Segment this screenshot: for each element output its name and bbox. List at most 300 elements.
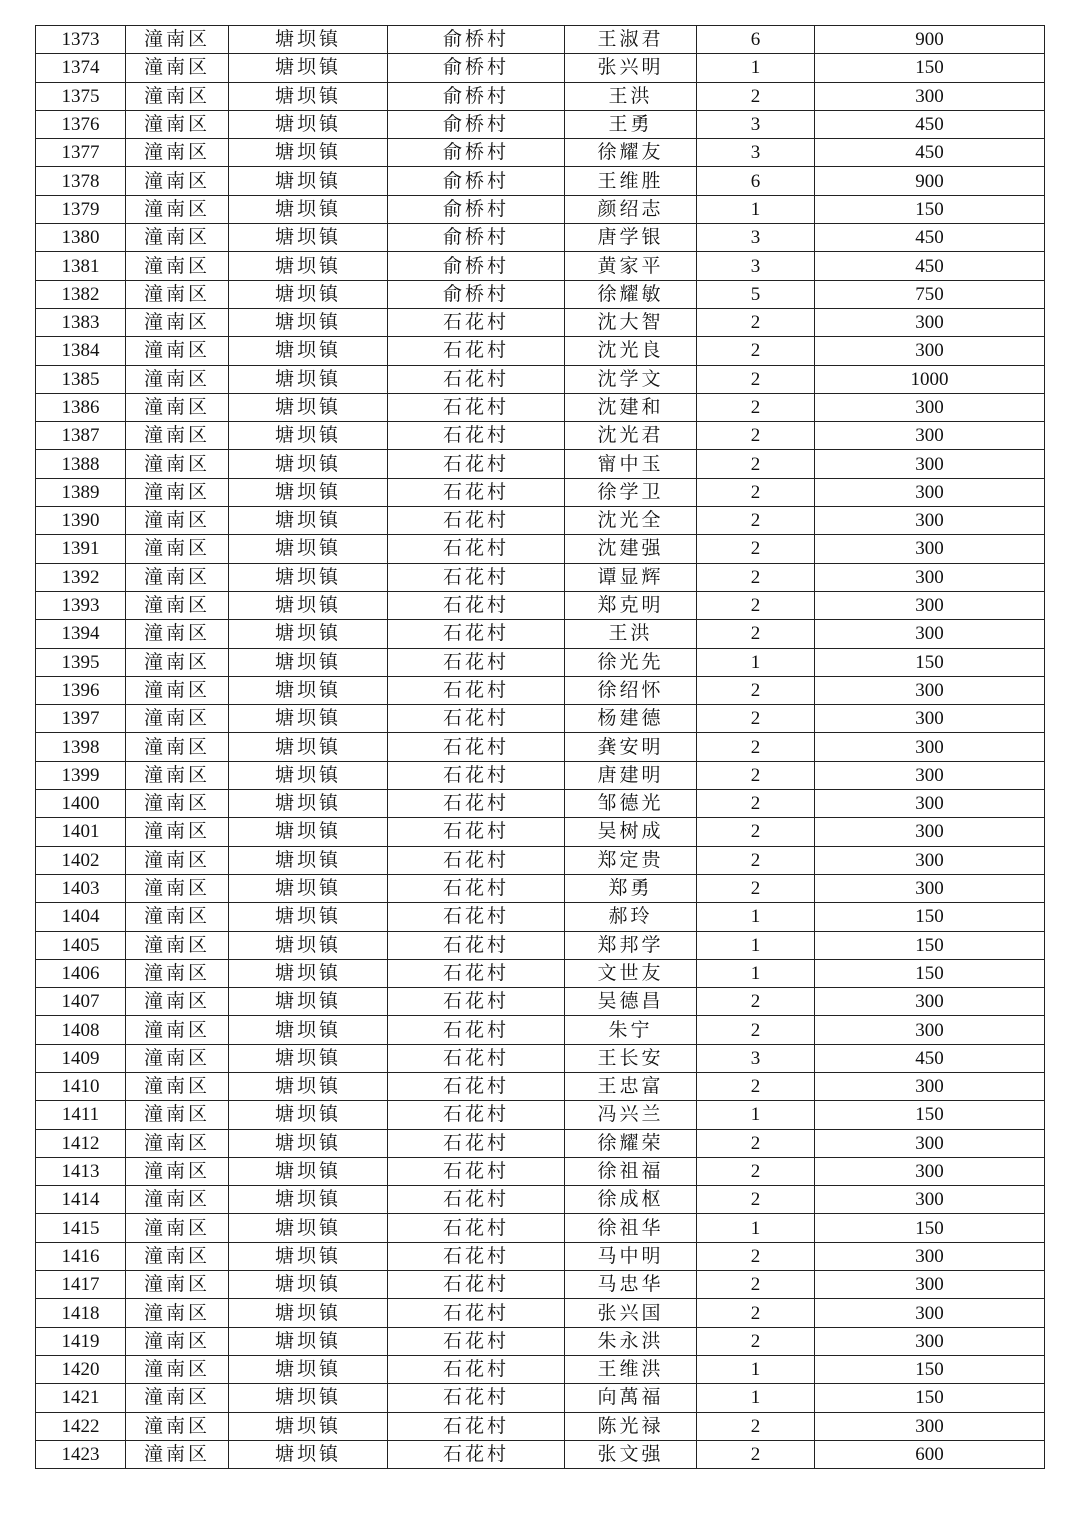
cell-district: 潼南区 — [126, 676, 229, 704]
cell-amount: 300 — [815, 676, 1045, 704]
cell-amount: 300 — [815, 1299, 1045, 1327]
cell-name: 文世友 — [565, 959, 697, 987]
cell-district: 潼南区 — [126, 393, 229, 421]
cell-count: 3 — [697, 1044, 815, 1072]
cell-district: 潼南区 — [126, 478, 229, 506]
cell-name: 马忠华 — [565, 1271, 697, 1299]
cell-index: 1393 — [36, 591, 126, 619]
table-row — [36, 1129, 1045, 1157]
cell-town: 塘坝镇 — [229, 676, 388, 704]
cell-index: 1385 — [36, 365, 126, 393]
table-row — [36, 337, 1045, 365]
cell-count: 2 — [697, 988, 815, 1016]
cell-district: 潼南区 — [126, 761, 229, 789]
table-row — [36, 54, 1045, 82]
cell-amount: 300 — [815, 450, 1045, 478]
cell-count: 2 — [697, 1242, 815, 1270]
cell-index: 1373 — [36, 26, 126, 54]
cell-index: 1413 — [36, 1157, 126, 1185]
cell-town: 塘坝镇 — [229, 224, 388, 252]
cell-index: 1387 — [36, 422, 126, 450]
cell-village: 俞桥村 — [388, 110, 565, 138]
table-row — [36, 620, 1045, 648]
cell-count: 1 — [697, 903, 815, 931]
cell-district: 潼南区 — [126, 1072, 229, 1100]
cell-index: 1375 — [36, 82, 126, 110]
cell-amount: 300 — [815, 874, 1045, 902]
cell-count: 6 — [697, 26, 815, 54]
cell-count: 2 — [697, 478, 815, 506]
table-row — [36, 1186, 1045, 1214]
cell-amount: 150 — [815, 903, 1045, 931]
cell-index: 1412 — [36, 1129, 126, 1157]
data-table — [35, 25, 1045, 1469]
cell-town: 塘坝镇 — [229, 1384, 388, 1412]
cell-amount: 150 — [815, 1355, 1045, 1383]
cell-district: 潼南区 — [126, 252, 229, 280]
cell-village: 石花村 — [388, 959, 565, 987]
cell-count: 2 — [697, 591, 815, 619]
cell-name: 沈学文 — [565, 365, 697, 393]
cell-index: 1391 — [36, 535, 126, 563]
cell-index: 1422 — [36, 1412, 126, 1440]
cell-town: 塘坝镇 — [229, 507, 388, 535]
cell-index: 1418 — [36, 1299, 126, 1327]
cell-count: 2 — [697, 1412, 815, 1440]
cell-town: 塘坝镇 — [229, 1072, 388, 1100]
table-row — [36, 365, 1045, 393]
cell-town: 塘坝镇 — [229, 195, 388, 223]
cell-village: 俞桥村 — [388, 224, 565, 252]
cell-index: 1383 — [36, 308, 126, 336]
cell-count: 2 — [697, 365, 815, 393]
cell-district: 潼南区 — [126, 1271, 229, 1299]
cell-amount: 450 — [815, 110, 1045, 138]
cell-district: 潼南区 — [126, 308, 229, 336]
cell-name: 王洪 — [565, 82, 697, 110]
cell-amount: 300 — [815, 563, 1045, 591]
cell-index: 1416 — [36, 1242, 126, 1270]
cell-district: 潼南区 — [126, 1129, 229, 1157]
cell-town: 塘坝镇 — [229, 1271, 388, 1299]
cell-district: 潼南区 — [126, 1214, 229, 1242]
table-row — [36, 1157, 1045, 1185]
cell-amount: 300 — [815, 733, 1045, 761]
cell-count: 3 — [697, 110, 815, 138]
cell-town: 塘坝镇 — [229, 1327, 388, 1355]
cell-count: 2 — [697, 563, 815, 591]
cell-village: 石花村 — [388, 676, 565, 704]
cell-district: 潼南区 — [126, 1384, 229, 1412]
cell-name: 张兴明 — [565, 54, 697, 82]
cell-count: 1 — [697, 54, 815, 82]
cell-amount: 1000 — [815, 365, 1045, 393]
cell-name: 颜绍志 — [565, 195, 697, 223]
cell-district: 潼南区 — [126, 1044, 229, 1072]
cell-name: 王维胜 — [565, 167, 697, 195]
cell-name: 张文强 — [565, 1440, 697, 1468]
cell-district: 潼南区 — [126, 1157, 229, 1185]
cell-count: 2 — [697, 1186, 815, 1214]
table-row — [36, 761, 1045, 789]
cell-count: 1 — [697, 1214, 815, 1242]
cell-name: 徐耀荣 — [565, 1129, 697, 1157]
cell-village: 石花村 — [388, 790, 565, 818]
cell-index: 1404 — [36, 903, 126, 931]
cell-town: 塘坝镇 — [229, 82, 388, 110]
cell-village: 石花村 — [388, 591, 565, 619]
cell-count: 2 — [697, 1072, 815, 1100]
cell-index: 1376 — [36, 110, 126, 138]
cell-count: 1 — [697, 195, 815, 223]
cell-district: 潼南区 — [126, 110, 229, 138]
cell-town: 塘坝镇 — [229, 450, 388, 478]
cell-village: 石花村 — [388, 874, 565, 902]
table-row — [36, 82, 1045, 110]
table-row — [36, 563, 1045, 591]
cell-town: 塘坝镇 — [229, 280, 388, 308]
table-row — [36, 931, 1045, 959]
table-row — [36, 224, 1045, 252]
cell-index: 1379 — [36, 195, 126, 223]
cell-index: 1397 — [36, 705, 126, 733]
cell-amount: 150 — [815, 195, 1045, 223]
cell-district: 潼南区 — [126, 507, 229, 535]
cell-village: 石花村 — [388, 1186, 565, 1214]
cell-index: 1401 — [36, 818, 126, 846]
cell-name: 唐建明 — [565, 761, 697, 789]
cell-town: 塘坝镇 — [229, 903, 388, 931]
cell-town: 塘坝镇 — [229, 790, 388, 818]
cell-index: 1374 — [36, 54, 126, 82]
cell-district: 潼南区 — [126, 422, 229, 450]
cell-village: 俞桥村 — [388, 167, 565, 195]
cell-count: 2 — [697, 818, 815, 846]
cell-town: 塘坝镇 — [229, 393, 388, 421]
table-row — [36, 1384, 1045, 1412]
cell-name: 徐祖华 — [565, 1214, 697, 1242]
cell-village: 石花村 — [388, 733, 565, 761]
cell-amount: 300 — [815, 82, 1045, 110]
cell-town: 塘坝镇 — [229, 54, 388, 82]
cell-district: 潼南区 — [126, 818, 229, 846]
table-row — [36, 535, 1045, 563]
cell-index: 1415 — [36, 1214, 126, 1242]
cell-town: 塘坝镇 — [229, 761, 388, 789]
cell-village: 俞桥村 — [388, 82, 565, 110]
cell-village: 俞桥村 — [388, 26, 565, 54]
table-row — [36, 874, 1045, 902]
table-row — [36, 478, 1045, 506]
cell-amount: 300 — [815, 478, 1045, 506]
cell-amount: 300 — [815, 1242, 1045, 1270]
cell-district: 潼南区 — [126, 337, 229, 365]
cell-name: 向萬福 — [565, 1384, 697, 1412]
cell-village: 石花村 — [388, 450, 565, 478]
cell-amount: 150 — [815, 931, 1045, 959]
cell-town: 塘坝镇 — [229, 1412, 388, 1440]
cell-count: 2 — [697, 874, 815, 902]
cell-village: 石花村 — [388, 931, 565, 959]
table-row — [36, 676, 1045, 704]
table-row — [36, 818, 1045, 846]
table-row — [36, 195, 1045, 223]
cell-name: 沈光君 — [565, 422, 697, 450]
cell-index: 1410 — [36, 1072, 126, 1100]
cell-amount: 450 — [815, 139, 1045, 167]
cell-index: 1378 — [36, 167, 126, 195]
cell-name: 郑克明 — [565, 591, 697, 619]
cell-count: 2 — [697, 1440, 815, 1468]
cell-village: 石花村 — [388, 1044, 565, 1072]
cell-town: 塘坝镇 — [229, 563, 388, 591]
cell-town: 塘坝镇 — [229, 422, 388, 450]
cell-index: 1420 — [36, 1355, 126, 1383]
cell-count: 2 — [697, 82, 815, 110]
cell-town: 塘坝镇 — [229, 337, 388, 365]
cell-count: 1 — [697, 1101, 815, 1129]
cell-district: 潼南区 — [126, 535, 229, 563]
cell-amount: 300 — [815, 705, 1045, 733]
cell-district: 潼南区 — [126, 1242, 229, 1270]
cell-count: 2 — [697, 393, 815, 421]
cell-town: 塘坝镇 — [229, 874, 388, 902]
cell-town: 塘坝镇 — [229, 931, 388, 959]
cell-index: 1395 — [36, 648, 126, 676]
cell-village: 石花村 — [388, 1299, 565, 1327]
cell-name: 沈光全 — [565, 507, 697, 535]
cell-town: 塘坝镇 — [229, 705, 388, 733]
cell-amount: 300 — [815, 1157, 1045, 1185]
cell-town: 塘坝镇 — [229, 1016, 388, 1044]
cell-name: 吴德昌 — [565, 988, 697, 1016]
cell-index: 1417 — [36, 1271, 126, 1299]
cell-town: 塘坝镇 — [229, 1355, 388, 1383]
cell-amount: 300 — [815, 591, 1045, 619]
cell-name: 王淑君 — [565, 26, 697, 54]
cell-town: 塘坝镇 — [229, 1129, 388, 1157]
cell-village: 俞桥村 — [388, 252, 565, 280]
cell-amount: 300 — [815, 988, 1045, 1016]
cell-village: 石花村 — [388, 1412, 565, 1440]
cell-town: 塘坝镇 — [229, 1157, 388, 1185]
cell-town: 塘坝镇 — [229, 959, 388, 987]
cell-town: 塘坝镇 — [229, 110, 388, 138]
cell-amount: 600 — [815, 1440, 1045, 1468]
cell-index: 1398 — [36, 733, 126, 761]
cell-village: 石花村 — [388, 1242, 565, 1270]
cell-town: 塘坝镇 — [229, 252, 388, 280]
table-row — [36, 1016, 1045, 1044]
cell-count: 2 — [697, 733, 815, 761]
cell-name: 徐学卫 — [565, 478, 697, 506]
table-row — [36, 591, 1045, 619]
cell-district: 潼南区 — [126, 82, 229, 110]
cell-village: 石花村 — [388, 1072, 565, 1100]
table-row — [36, 1214, 1045, 1242]
cell-index: 1390 — [36, 507, 126, 535]
table-row — [36, 1327, 1045, 1355]
cell-amount: 300 — [815, 535, 1045, 563]
cell-village: 石花村 — [388, 308, 565, 336]
cell-index: 1414 — [36, 1186, 126, 1214]
cell-count: 1 — [697, 1384, 815, 1412]
cell-amount: 300 — [815, 1016, 1045, 1044]
cell-town: 塘坝镇 — [229, 1242, 388, 1270]
cell-district: 潼南区 — [126, 1016, 229, 1044]
cell-district: 潼南区 — [126, 1440, 229, 1468]
cell-district: 潼南区 — [126, 563, 229, 591]
cell-index: 1399 — [36, 761, 126, 789]
cell-count: 2 — [697, 676, 815, 704]
cell-name: 郑定贵 — [565, 846, 697, 874]
cell-district: 潼南区 — [126, 1299, 229, 1327]
cell-name: 徐耀敏 — [565, 280, 697, 308]
cell-amount: 300 — [815, 790, 1045, 818]
cell-amount: 300 — [815, 308, 1045, 336]
cell-town: 塘坝镇 — [229, 733, 388, 761]
table-row — [36, 507, 1045, 535]
cell-town: 塘坝镇 — [229, 1299, 388, 1327]
cell-count: 2 — [697, 422, 815, 450]
cell-amount: 300 — [815, 761, 1045, 789]
cell-amount: 150 — [815, 1384, 1045, 1412]
cell-amount: 300 — [815, 1072, 1045, 1100]
cell-count: 2 — [697, 1016, 815, 1044]
cell-district: 潼南区 — [126, 365, 229, 393]
cell-count: 2 — [697, 535, 815, 563]
cell-name: 吴树成 — [565, 818, 697, 846]
cell-name: 唐学银 — [565, 224, 697, 252]
cell-name: 甯中玉 — [565, 450, 697, 478]
cell-index: 1402 — [36, 846, 126, 874]
cell-town: 塘坝镇 — [229, 620, 388, 648]
cell-village: 俞桥村 — [388, 139, 565, 167]
cell-count: 1 — [697, 959, 815, 987]
cell-amount: 300 — [815, 620, 1045, 648]
cell-town: 塘坝镇 — [229, 535, 388, 563]
cell-count: 2 — [697, 705, 815, 733]
cell-village: 石花村 — [388, 818, 565, 846]
cell-count: 2 — [697, 1271, 815, 1299]
cell-amount: 450 — [815, 1044, 1045, 1072]
cell-count: 2 — [697, 308, 815, 336]
cell-village: 石花村 — [388, 648, 565, 676]
table-row — [36, 705, 1045, 733]
cell-count: 2 — [697, 790, 815, 818]
cell-index: 1400 — [36, 790, 126, 818]
cell-count: 3 — [697, 139, 815, 167]
cell-town: 塘坝镇 — [229, 1186, 388, 1214]
cell-name: 郝玲 — [565, 903, 697, 931]
table-row — [36, 139, 1045, 167]
cell-village: 俞桥村 — [388, 280, 565, 308]
cell-index: 1380 — [36, 224, 126, 252]
cell-district: 潼南区 — [126, 620, 229, 648]
table-row — [36, 393, 1045, 421]
cell-town: 塘坝镇 — [229, 818, 388, 846]
table-row — [36, 1242, 1045, 1270]
cell-amount: 300 — [815, 818, 1045, 846]
cell-town: 塘坝镇 — [229, 365, 388, 393]
table-row — [36, 846, 1045, 874]
cell-amount: 150 — [815, 1214, 1045, 1242]
cell-count: 5 — [697, 280, 815, 308]
table-row — [36, 1044, 1045, 1072]
cell-village: 石花村 — [388, 563, 565, 591]
cell-name: 陈光禄 — [565, 1412, 697, 1440]
cell-village: 石花村 — [388, 337, 565, 365]
cell-index: 1406 — [36, 959, 126, 987]
cell-village: 石花村 — [388, 1271, 565, 1299]
cell-name: 邹德光 — [565, 790, 697, 818]
cell-district: 潼南区 — [126, 139, 229, 167]
cell-amount: 300 — [815, 1186, 1045, 1214]
cell-count: 3 — [697, 252, 815, 280]
cell-village: 石花村 — [388, 1129, 565, 1157]
cell-count: 2 — [697, 846, 815, 874]
table-row — [36, 1355, 1045, 1383]
cell-town: 塘坝镇 — [229, 988, 388, 1016]
cell-name: 沈建强 — [565, 535, 697, 563]
cell-district: 潼南区 — [126, 591, 229, 619]
cell-name: 杨建德 — [565, 705, 697, 733]
cell-village: 石花村 — [388, 507, 565, 535]
cell-village: 石花村 — [388, 846, 565, 874]
cell-amount: 450 — [815, 224, 1045, 252]
table-row — [36, 959, 1045, 987]
cell-index: 1409 — [36, 1044, 126, 1072]
cell-district: 潼南区 — [126, 167, 229, 195]
cell-village: 石花村 — [388, 761, 565, 789]
cell-village: 石花村 — [388, 1157, 565, 1185]
cell-village: 石花村 — [388, 422, 565, 450]
cell-amount: 150 — [815, 54, 1045, 82]
cell-district: 潼南区 — [126, 1412, 229, 1440]
cell-village: 石花村 — [388, 1384, 565, 1412]
cell-name: 沈大智 — [565, 308, 697, 336]
cell-amount: 300 — [815, 846, 1045, 874]
table-row — [36, 167, 1045, 195]
cell-count: 2 — [697, 1299, 815, 1327]
cell-name: 郑勇 — [565, 874, 697, 902]
cell-district: 潼南区 — [126, 224, 229, 252]
table-row — [36, 450, 1045, 478]
table-row — [36, 733, 1045, 761]
cell-village: 石花村 — [388, 903, 565, 931]
cell-village: 石花村 — [388, 1440, 565, 1468]
cell-village: 石花村 — [388, 1214, 565, 1242]
cell-index: 1386 — [36, 393, 126, 421]
cell-town: 塘坝镇 — [229, 1214, 388, 1242]
table-row — [36, 1299, 1045, 1327]
cell-index: 1394 — [36, 620, 126, 648]
cell-name: 马中明 — [565, 1242, 697, 1270]
table-row — [36, 790, 1045, 818]
cell-district: 潼南区 — [126, 54, 229, 82]
cell-district: 潼南区 — [126, 733, 229, 761]
table-row — [36, 110, 1045, 138]
cell-name: 张兴国 — [565, 1299, 697, 1327]
table-row — [36, 252, 1045, 280]
cell-district: 潼南区 — [126, 705, 229, 733]
cell-amount: 300 — [815, 1129, 1045, 1157]
cell-name: 徐祖福 — [565, 1157, 697, 1185]
cell-amount: 300 — [815, 1412, 1045, 1440]
cell-district: 潼南区 — [126, 846, 229, 874]
cell-district: 潼南区 — [126, 874, 229, 902]
cell-name: 王长安 — [565, 1044, 697, 1072]
